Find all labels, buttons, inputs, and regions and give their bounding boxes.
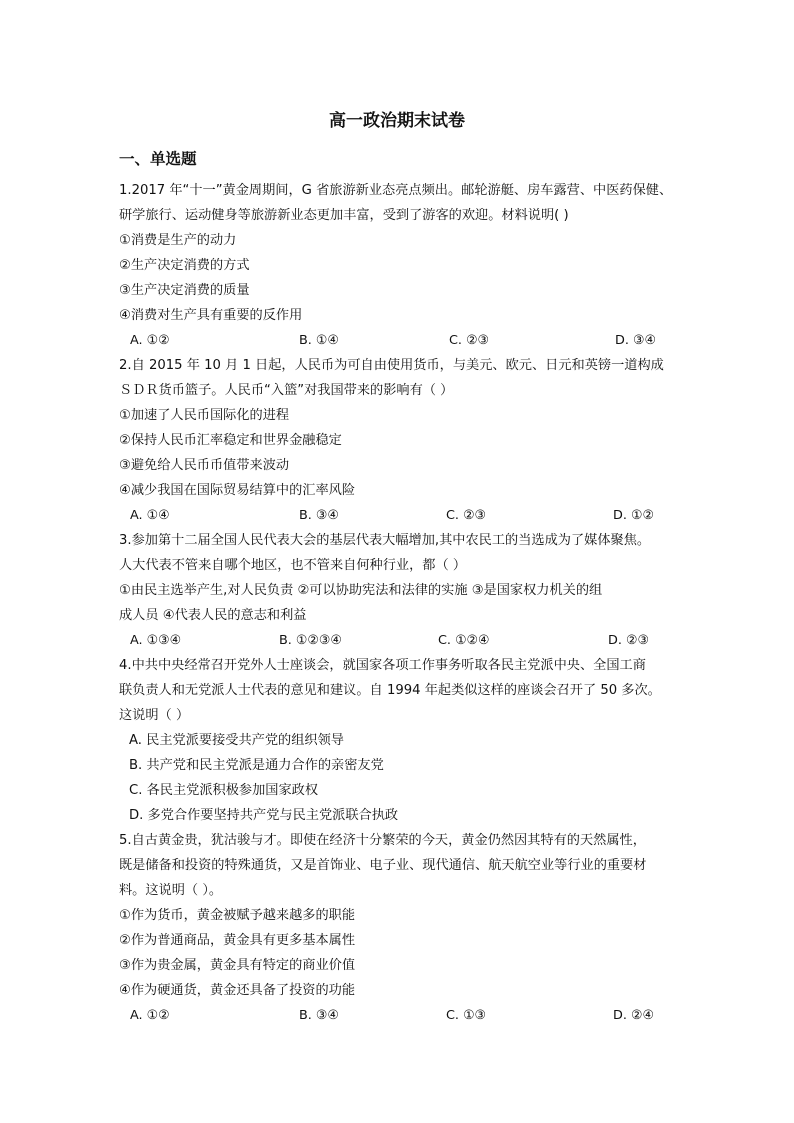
question-list xyxy=(119,178,679,1028)
option-b[interactable]: B. ①②③④ xyxy=(279,633,342,648)
statement-item: ②保持人民币汇率稳定和世界金融稳定 xyxy=(119,433,342,448)
option-c[interactable]: C. ②③ xyxy=(446,508,487,523)
question-stem: 人大代表不管来自哪个地区，也不管来自何种行业，都（ ） xyxy=(119,558,467,573)
statement-item: ①加速了人民币国际化的进程 xyxy=(119,408,290,423)
option-a[interactable]: A. ①③④ xyxy=(130,633,182,648)
answer-options xyxy=(119,503,679,528)
option-b[interactable]: B. 共产党和民主党派是通力合作的亲密友党 xyxy=(129,758,384,773)
statement-item: ①消费是生产的动力 xyxy=(119,233,237,248)
statement-items: 成人员 ④代表人民的意志和利益 xyxy=(119,608,307,623)
option-b[interactable]: B. ③④ xyxy=(299,1008,339,1023)
statement-item: ①作为货币，黄金被赋予越来越多的职能 xyxy=(119,908,356,923)
option-d[interactable]: D. ②④ xyxy=(613,1008,654,1023)
option-c[interactable]: C. ①③ xyxy=(446,1008,487,1023)
page-title: 高一政治期末试卷 xyxy=(329,111,465,131)
question-stem: 3.参加第十二届全国人民代表大会的基层代表大幅增加,其中农民工的当选成为了媒体聚焦。 xyxy=(119,533,651,548)
question-stem: 既是储备和投资的特殊通货，又是首饰业、电子业、现代通信、航天航空业等行业的重要材 xyxy=(119,858,647,873)
answer-options xyxy=(119,628,679,653)
statement-item: ④减少我国在国际贸易结算中的汇率风险 xyxy=(119,483,356,498)
question-2 xyxy=(119,353,679,528)
option-a[interactable]: A. ①④ xyxy=(130,508,170,523)
answer-options xyxy=(119,328,679,353)
option-a[interactable]: A. 民主党派要接受共产党的组织领导 xyxy=(129,733,344,748)
question-stem: 研学旅行、运动健身等旅游新业态更加丰富，受到了游客的欢迎。材料说明( ) xyxy=(119,208,569,223)
question-5 xyxy=(119,828,679,1028)
option-d[interactable]: D. ③④ xyxy=(615,333,656,348)
statement-item: ②作为普通商品，黄金具有更多基本属性 xyxy=(119,933,356,948)
section-heading: 一、单选题 xyxy=(119,150,197,168)
question-stem: 这说明（ ） xyxy=(119,708,190,723)
question-3 xyxy=(119,528,679,653)
question-stem: 4.中共中央经常召开党外人士座谈会，就国家各项工作事务听取各民主党派中央、全国工商 xyxy=(119,658,646,673)
question-stem: ＳＤＲ货币篮子。人民币“入篮”对我国带来的影响有（ ） xyxy=(119,383,454,398)
question-stem: 联负责人和无党派人士代表的意见和建议。自 1994 年起类似这样的座谈会召开了 50 多次。 xyxy=(119,683,661,698)
option-b[interactable]: B. ①④ xyxy=(299,333,339,348)
option-d[interactable]: D. 多党合作要坚持共产党与民主党派联合执政 xyxy=(129,808,399,823)
question-1 xyxy=(119,178,679,353)
statement-item: ④消费对生产具有重要的反作用 xyxy=(119,308,303,323)
statement-item: ③作为贵金属，黄金具有特定的商业价值 xyxy=(119,958,356,973)
statement-item: ③生产决定消费的质量 xyxy=(119,283,250,298)
option-c[interactable]: C. 各民主党派积极参加国家政权 xyxy=(129,783,319,798)
option-d[interactable]: D. ②③ xyxy=(608,633,649,648)
option-a[interactable]: A. ①② xyxy=(130,333,170,348)
option-d[interactable]: D. ①② xyxy=(613,508,654,523)
option-b[interactable]: B. ③④ xyxy=(299,508,339,523)
statement-items: ①由民主选举产生,对人民负责 ②可以协助宪法和法律的实施 ③是国家权力机关的组 xyxy=(119,583,603,598)
question-stem: 料。这说明（ ）。 xyxy=(119,883,223,898)
option-c[interactable]: C. ②③ xyxy=(449,333,490,348)
question-stem: 2.自 2015 年 10 月 1 日起，人民币为可自由使用货币，与美元、欧元、日元和英镑一道构成 xyxy=(119,358,664,373)
option-c[interactable]: C. ①②④ xyxy=(438,633,490,648)
question-stem: 1.2017 年“十一”黄金周期间，G 省旅游新业态亮点频出。邮轮游艇、房车露营、中医药保健、 xyxy=(119,183,673,198)
answer-options xyxy=(119,1003,679,1028)
option-a[interactable]: A. ①② xyxy=(130,1008,170,1023)
statement-item: ③避免给人民币币值带来波动 xyxy=(119,458,290,473)
question-4 xyxy=(119,653,679,828)
statement-item: ④作为硬通货，黄金还具备了投资的功能 xyxy=(119,983,356,998)
question-stem: 5.自古黄金贵，犹沽骏与才。即使在经济十分繁荣的今天，黄金仍然因其特有的天然属性， xyxy=(119,833,646,848)
statement-item: ②生产决定消费的方式 xyxy=(119,258,250,273)
